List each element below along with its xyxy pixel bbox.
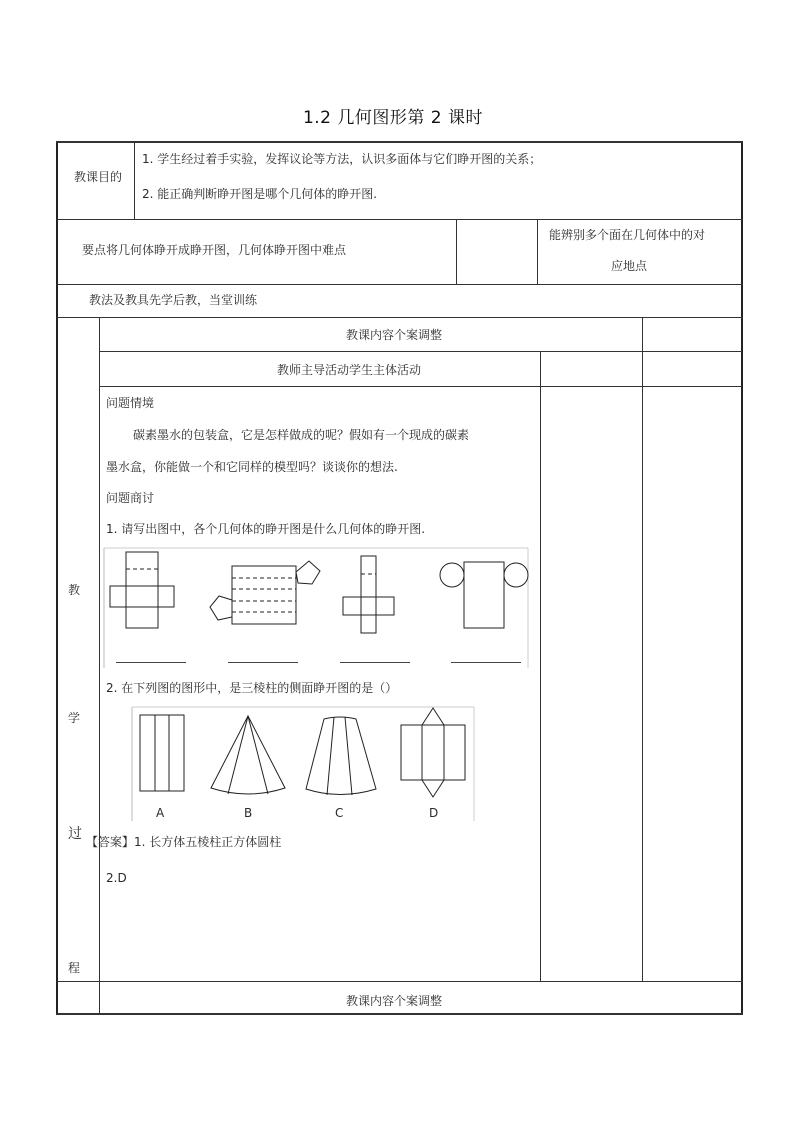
process-label-char: 教 <box>68 583 81 597</box>
cube-net <box>343 556 394 633</box>
objective-2: 2. 能正确判断睁开图是哪个几何体的睁开图. <box>142 187 378 201</box>
answer-text-2: 2.D <box>106 871 127 885</box>
table-border-left <box>56 141 58 1014</box>
row-divider <box>99 351 742 352</box>
answer-blank[interactable] <box>340 662 410 663</box>
cuboid-net <box>110 552 174 628</box>
activity-header: 教师主导活动学生主体活动 <box>277 363 422 377</box>
process-label-char: 程 <box>68 961 81 975</box>
row-divider <box>99 386 742 387</box>
answer-blank[interactable] <box>451 662 521 663</box>
row-divider <box>56 317 743 318</box>
option-label-b: B <box>244 806 253 820</box>
key-points-text: 要点将几何体睁开成睁开图，几何体睁开图中难点 <box>82 243 347 257</box>
option-label-a: A <box>156 806 165 820</box>
situation-text-2: 墨水盒，你能做一个和它同样的模型吗？谈谈你的想法. <box>106 460 398 474</box>
option-c-shape <box>306 717 376 795</box>
row-divider <box>56 219 743 220</box>
discussion-heading: 问题商讨 <box>106 491 155 505</box>
col-divider <box>642 317 643 981</box>
table-border-bottom <box>56 1013 743 1015</box>
answer-blank[interactable] <box>116 662 186 663</box>
option-d-shape <box>401 708 465 797</box>
nets-figure <box>103 547 529 669</box>
content-header: 教课内容个案调整 <box>346 328 443 342</box>
process-label-char: 过 <box>68 826 82 842</box>
question-1: 1. 请写出图中，各个几何体的睁开图是什么几何体的睁开图. <box>106 522 426 536</box>
table-border-right <box>741 141 743 1014</box>
col-divider <box>99 317 100 1013</box>
objectives-label: 教课目的 <box>74 170 123 184</box>
row-divider <box>56 981 743 982</box>
option-label-d: D <box>429 806 439 820</box>
option-label-c: C <box>335 806 344 820</box>
table-border-top <box>56 141 743 143</box>
difficulty-line-1: 能辨别多个面在几何体中的对 <box>549 228 706 242</box>
objective-1: 1. 学生经过着手实验，发挥议论等方法，认识多面体与它们睁开图的关系； <box>142 152 542 166</box>
methods-text: 教法及教具先学后教，当堂训练 <box>89 293 258 307</box>
answer-text: 【答案】1. 长方体五棱柱正方体圆柱 <box>86 835 282 849</box>
row-divider <box>56 284 743 285</box>
situation-text-1: 碳素墨水的包装盒，它是怎样做成的呢？假如有一个现成的碳素 <box>133 428 470 442</box>
page-title: 1.2 几何图形第 2 课时 <box>302 108 484 128</box>
answer-blank[interactable] <box>228 662 298 663</box>
cylinder-net <box>440 562 528 628</box>
col-divider <box>537 219 538 284</box>
options-figure <box>131 706 475 822</box>
col-divider <box>456 219 457 284</box>
question-2: 2. 在下列图的图形中，是三棱柱的侧面睁开图的是（） <box>106 681 398 695</box>
footer-header: 教课内容个案调整 <box>346 994 443 1008</box>
difficulty-line-2: 应地点 <box>611 259 648 273</box>
col-divider <box>540 351 541 981</box>
pentagonal-prism-net <box>210 561 320 624</box>
situation-heading: 问题情境 <box>106 396 155 410</box>
process-label-char: 学 <box>68 711 81 725</box>
option-a-shape <box>140 715 184 791</box>
col-divider <box>134 141 135 219</box>
option-b-shape <box>211 716 285 794</box>
